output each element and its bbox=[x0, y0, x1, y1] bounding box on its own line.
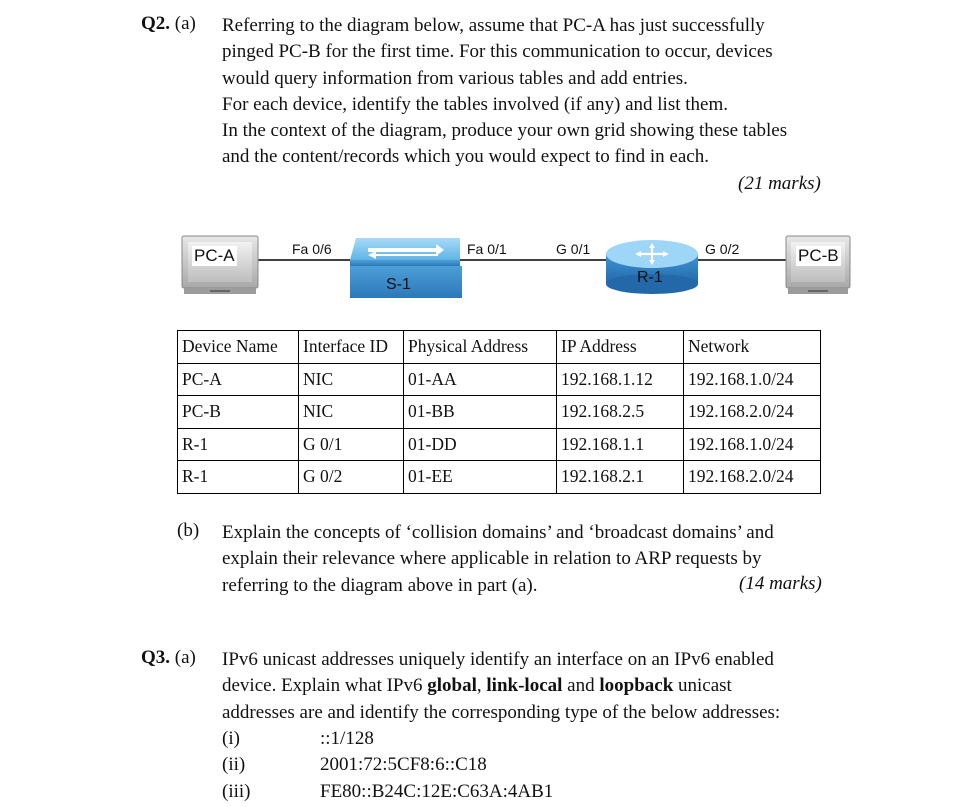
q2-part-b: (b) bbox=[177, 520, 200, 541]
port-fa06: Fa 0/6 bbox=[292, 241, 332, 257]
q3-address-list bbox=[320, 726, 553, 805]
router-label: R-1 bbox=[637, 269, 663, 286]
table-cell: 01-AA bbox=[404, 363, 557, 396]
q2a-marks: (21 marks) bbox=[738, 173, 821, 194]
table-header-row bbox=[178, 331, 821, 364]
q2b-line: referring to the diagram above in part (a). bbox=[222, 574, 538, 596]
q3a-bold-loopback: loopback bbox=[599, 675, 674, 697]
port-g02: G 0/2 bbox=[705, 241, 740, 257]
q3-part-a: (a) bbox=[174, 647, 196, 668]
q3a-text-post: unicast bbox=[673, 675, 732, 697]
table-cell: 192.168.1.0/24 bbox=[684, 428, 821, 461]
table-cell: 192.168.1.12 bbox=[557, 363, 684, 396]
table-row bbox=[178, 461, 821, 494]
q2b-marks: (14 marks) bbox=[739, 573, 822, 594]
q3a-bold-link-local: link-local bbox=[486, 675, 563, 697]
q2a-line: Referring to the diagram below, assume that PC-A has just successfully bbox=[222, 15, 765, 36]
q3a-text bbox=[222, 647, 872, 726]
table-cell: 01-BB bbox=[404, 396, 557, 429]
table-cell: 01-DD bbox=[404, 428, 557, 461]
q3a-text-and: and bbox=[562, 675, 600, 697]
q3a-line bbox=[222, 673, 872, 699]
table-cell: 192.168.2.5 bbox=[557, 396, 684, 429]
q2a-text bbox=[222, 13, 862, 171]
network-diagram bbox=[170, 222, 860, 310]
table-cell: R-1 bbox=[178, 428, 299, 461]
q3-item-addr: 2001:72:5CF8:6::C18 bbox=[320, 754, 487, 776]
pc-a-label: PC-A bbox=[194, 246, 235, 265]
device-table bbox=[177, 330, 821, 494]
q3a-text-comma: , bbox=[476, 675, 487, 697]
q2b-line: explain their relevance where applicable in relation to ARP requests by bbox=[222, 548, 762, 570]
port-fa01: Fa 0/1 bbox=[467, 241, 507, 257]
port-g01: G 0/1 bbox=[556, 241, 591, 257]
table-cell: PC-B bbox=[178, 396, 299, 429]
q3a-text-pre: device. Explain what IPv6 bbox=[222, 675, 428, 697]
table-header: Interface ID bbox=[299, 331, 404, 364]
table-cell: G 0/1 bbox=[299, 428, 404, 461]
table-cell: 192.168.2.1 bbox=[557, 461, 684, 494]
table-cell: R-1 bbox=[178, 461, 299, 494]
table-cell: 01-EE bbox=[404, 461, 557, 494]
q3-address-numbers bbox=[222, 726, 251, 805]
table-row bbox=[178, 396, 821, 429]
q2-label bbox=[141, 13, 196, 35]
table-header: IP Address bbox=[557, 331, 684, 364]
q3a-bold-global: global bbox=[427, 675, 477, 697]
q2b-line: Explain the concepts of ‘collision domains’ and ‘broadcast domains’ and bbox=[222, 522, 774, 543]
q3-item-num: (iii) bbox=[222, 780, 251, 802]
table-header: Device Name bbox=[178, 331, 299, 364]
table-cell: NIC bbox=[299, 396, 404, 429]
table-cell: NIC bbox=[299, 363, 404, 396]
q2a-line: pinged PC-B for the first time. For this communication to occur, devices bbox=[222, 41, 773, 63]
q3a-line: IPv6 unicast addresses uniquely identify an interface on an IPv6 enabled bbox=[222, 649, 774, 670]
table-header: Physical Address bbox=[404, 331, 557, 364]
q2a-line: would query information from various tables and add entries. bbox=[222, 67, 688, 89]
q2a-line: In the context of the diagram, produce your own grid showing these tables bbox=[222, 120, 788, 142]
q3-item-num: (ii) bbox=[222, 754, 246, 776]
switch-label: S-1 bbox=[386, 276, 411, 293]
q3-number: Q3. bbox=[141, 647, 171, 668]
q2a-line: and the content/records which you would expect to find in each. bbox=[222, 146, 709, 168]
table-header: Network bbox=[684, 331, 821, 364]
q2-number: Q2. bbox=[141, 13, 171, 34]
q3-item-addr: FE80::B24C:12E:C63A:4AB1 bbox=[320, 780, 554, 802]
q2a-line: For each device, identify the tables involved (if any) and list them. bbox=[222, 93, 728, 115]
table-cell: PC-A bbox=[178, 363, 299, 396]
pc-b-label: PC-B bbox=[798, 246, 839, 265]
q3a-line: addresses are and identify the corresponding type of the below addresses: bbox=[222, 701, 781, 723]
table-cell: 192.168.2.0/24 bbox=[684, 461, 821, 494]
q3-item-num: (i) bbox=[222, 728, 240, 749]
table-cell: 192.168.2.0/24 bbox=[684, 396, 821, 429]
q3-item-addr: ::1/128 bbox=[320, 728, 374, 749]
table-cell: G 0/2 bbox=[299, 461, 404, 494]
table-cell: 192.168.1.1 bbox=[557, 428, 684, 461]
table-cell: 192.168.1.0/24 bbox=[684, 363, 821, 396]
table-row bbox=[178, 363, 821, 396]
q3-label bbox=[141, 647, 196, 669]
q2-part-a: (a) bbox=[174, 13, 196, 34]
table-row bbox=[178, 428, 821, 461]
